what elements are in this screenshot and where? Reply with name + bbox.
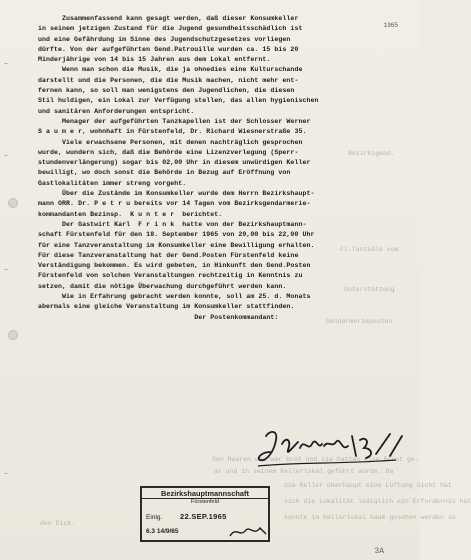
text-line: Der Gastwirt Karl F r i n k hatte von der Bezirkshauptmann- (38, 220, 307, 228)
stamp-reference: 6.3 14/9/65 (146, 528, 179, 535)
ghost-text: Fl-Tanzsäle vom (340, 246, 399, 253)
ghost-text: die Keller überhaupt eine Lüftung nicht hat (284, 482, 452, 489)
ghost-text: konnte im Kellerlokal kaum gesehen werden so (284, 514, 456, 521)
corner-mark: 3A (374, 547, 384, 556)
margin-mark: – (4, 152, 9, 160)
stamp-initials (228, 524, 268, 540)
ghost-text: Bezirksgend. (348, 150, 395, 157)
text-line: mann ORR. Dr. P e t r u bereits vor 14 Tagen vom Bezirksgendarmerie- (38, 200, 311, 208)
text-line: dürfte. Von der aufgeführten Gend.Patrouille wurden ca. 15 bis 20 (38, 45, 299, 53)
text-line: abermals eine gleiche Veranstaltung im Konsumkeller stattfinden. (38, 303, 295, 311)
text-line: Menager der aufgeführten Tanzkapellen ist der Schlosser Werner (38, 117, 311, 125)
signature-title: Der Postenkommandant: (38, 313, 279, 321)
text-line: stundenverlängerung) sogar bis 02,00 Uhr in diesem unwürdigen Keller (38, 159, 311, 167)
text-line: schaft Fürstenfeld für den 18. September 1965 von 20,00 bis 22,00 Uhr (38, 231, 315, 239)
ghost-text: Unterstützung (344, 286, 395, 293)
text-line: Zusammenfassend kann gesagt werden, daß dieser Konsumkeller (38, 15, 299, 22)
punch-hole (8, 330, 18, 340)
text-line: fernen kann, so soll man wenigstens den Jugendlichen, die diesen (38, 87, 295, 95)
stamp-date: 22.SEP.1965 (180, 512, 227, 521)
ghost-text: den Dick. (40, 520, 76, 527)
text-line: Viele erwachsene Personen, mit denen nachträglich gesprochen (38, 138, 303, 146)
punch-hole (8, 198, 18, 208)
text-line: Fürstenfeld von solchen Veranstaltungen rechtzeitig in Kenntnis zu (38, 272, 303, 280)
text-line: Wenn man schon die Musik, die ja ohnedies eine Kulturschande (38, 66, 303, 74)
text-line: Wie in Erfahrung gebracht werden konnte, soll am 25. d. Monats (38, 293, 311, 301)
margin-mark: – (4, 266, 9, 274)
text-line: darstellt und die Personen, die die Musik machen, nicht mehr ent- (38, 76, 299, 84)
text-line: Für diese Tanzveranstaltung hat der Gend.Posten Fürstenfeld keine (38, 251, 299, 259)
text-line: Über die Zustände im Konsumkeller wurde dem Herrn Bezirkshaupt- (38, 190, 315, 198)
page-number: 1965 (383, 22, 398, 29)
stamp-authority: Bezirkshauptmannschaft (142, 488, 268, 499)
margin-mark: – (4, 470, 9, 478)
text-line: für eine Tanzveranstaltung im Konsumkeller eine Bewilligung erhalten. (38, 241, 315, 249)
text-line: und eine Gefährdung im Sinne des Jugendschutzgesetzes vorliegen (38, 35, 291, 43)
text-line: wurde, wundern sich, daß die Behörde eine Lizenzverlegung (Sperr- (38, 148, 299, 156)
ghost-text: Gendarmerieposten (326, 318, 393, 325)
text-line: kommandanten Bezinsp. K u n t e r berichtet. (38, 210, 223, 218)
text-line: Stil huldigen, ein Lokal zur Verfügung stellen, das allen hygienischen (38, 97, 319, 105)
ghost-text: Sen Haaren und war brot und sie hatten eine Brust ge- (212, 456, 419, 463)
handwritten-signature (256, 426, 406, 470)
receipt-stamp (140, 486, 270, 542)
text-line: Gastlokalitäten immer streng vorgeht. (38, 179, 187, 187)
text-line: S a u m e r, wohnhaft in Fürstenfeld, Dr. Richard Wiesnerstraße 35. (38, 128, 307, 136)
text-line: setzen, damit die nötige Überwachung durchgeführt werden kann. (38, 282, 287, 290)
letter-body (38, 14, 406, 323)
stamp-place: Fürstenfeld (191, 499, 219, 505)
ghost-text: ar und in seinem Kellerlokal geführt wurde. Da (214, 468, 394, 475)
text-line: bewilligt, wo doch sonst die Behörde in Bezug auf Eröffnung von (38, 169, 291, 177)
stamp-received-label: Einlg. (146, 514, 163, 521)
text-line: Verständigung bekommen. Es wird gebeten, in Hinkunft den Gend.Posten (38, 262, 311, 270)
ghost-text: sich die Lokalität lediglich ein Erfordernis hat (284, 498, 471, 505)
text-line: und sanitären Anforderungen entspricht. (38, 107, 195, 115)
margin-mark: – (4, 60, 9, 68)
text-line: in seinem jetzigen Zustand für die Jugend gesundheitsschädlich ist (38, 25, 303, 33)
text-line: Minderjährige von 14 bis 15 Jahren aus dem Lokal entfernt. (38, 56, 271, 64)
